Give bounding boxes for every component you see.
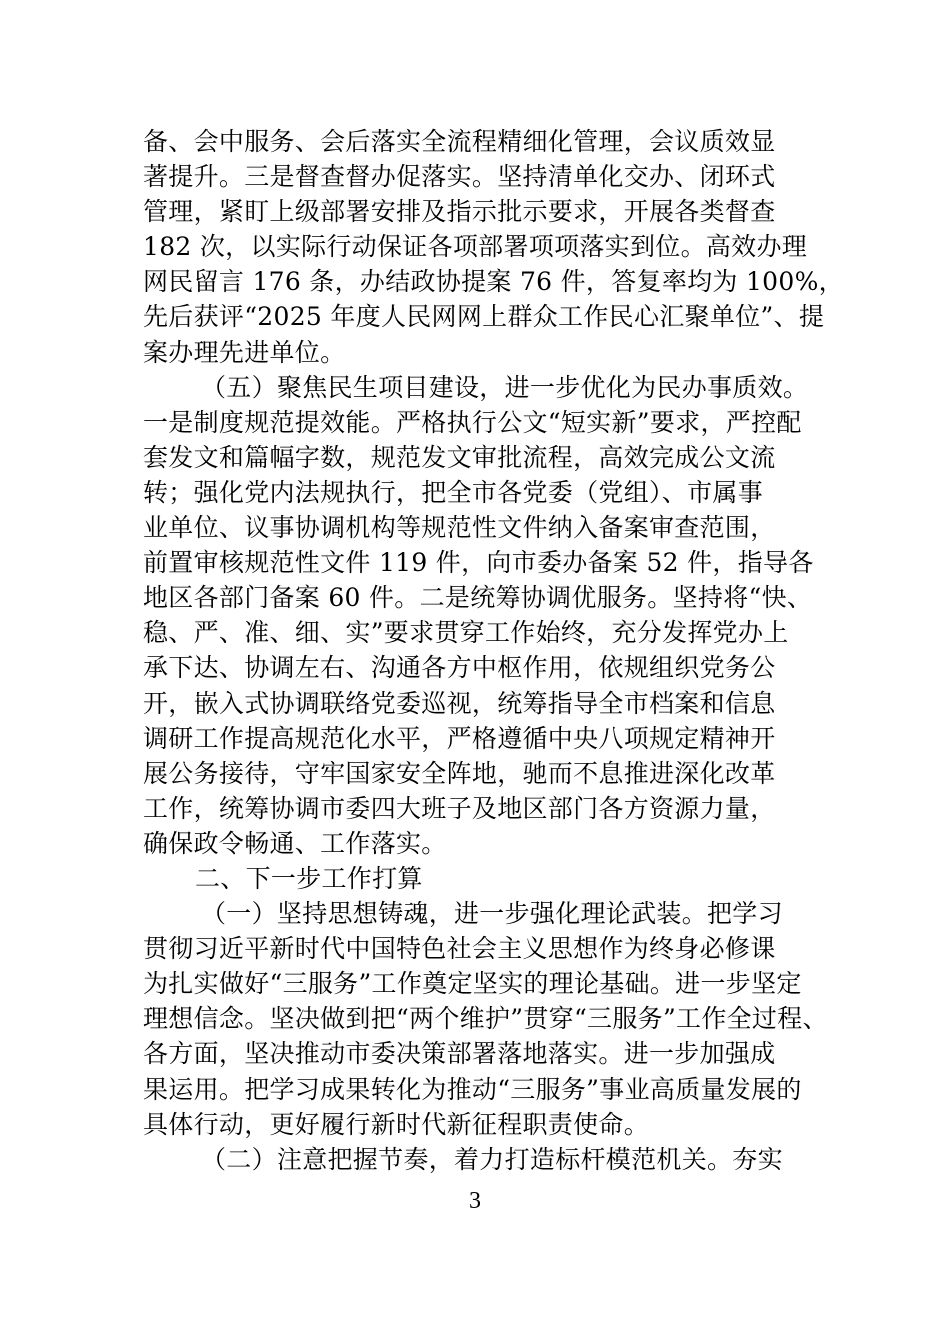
- text-line: 备、会中服务、会后落实全流程精细化管理，会议质效显: [143, 127, 776, 156]
- text-line: 确保政令畅通、工作落实。: [143, 828, 447, 858]
- text-line: 著提升。三是督查督办促落实。坚持清单化交办、闭环式: [143, 162, 776, 192]
- text-line: 先后获评“2025 年度人民网网上群众工作民心汇聚单位”、提: [143, 302, 825, 332]
- text-line: 果运用。把学习成果转化为推动“三服务”事业高质量发展的: [143, 1074, 802, 1104]
- body-text: [143, 124, 844, 1177]
- text-line: 前置审核规范性文件 119 件，向市委办备案 52 件，指导各: [143, 548, 814, 578]
- text-line: 套发文和篇幅字数，规范发文审批流程，高效完成公文流: [143, 442, 776, 472]
- section-heading-one: （一）坚持思想铸魂，进一步强化理论武装。把学习: [201, 899, 783, 929]
- text-line: 稳、严、准、细、实”要求贯穿工作始终，充分发挥党办上: [143, 618, 789, 648]
- text-line: 调研工作提高规范化水平，严格遵循中央八项规定精神开: [143, 723, 776, 753]
- text-line: 各方面，坚决推动市委决策部署落地落实。进一步加强成: [143, 1039, 776, 1069]
- text-line: 承下达、协调左右、沟通各方中枢作用，依规组织党务公: [143, 653, 776, 683]
- text-line: 工作，统筹协调市委四大班子及地区部门各方资源力量，: [143, 793, 776, 823]
- text-line: 管理，紧盯上级部署安排及指示批示要求，开展各类督查: [143, 197, 776, 227]
- text-line: 理想信念。坚决做到把“两个维护”贯穿“三服务”工作全过程、: [143, 1004, 828, 1034]
- text-line: 地区各部门备案 60 件。二是统筹协调优服务。坚持将“快、: [143, 583, 813, 613]
- section-heading-two: （二）注意把握节奏，着力打造标杆模范机关。夯实: [201, 1144, 783, 1174]
- text-line: 展公务接待，守牢国家安全阵地，驰而不息推进深化改革: [143, 758, 776, 788]
- text-line: 具体行动，更好履行新时代新征程职责使命。: [143, 1109, 650, 1139]
- text-line: 业单位、议事协调机构等规范性文件纳入备案审查范围，: [143, 513, 776, 543]
- page-number: 3: [469, 1188, 481, 1214]
- text-line: 为扎实做好“三服务”工作奠定坚实的理论基础。进一步坚定: [143, 969, 802, 999]
- text-line: 转；强化党内法规执行，把全市各党委（党组）、市属事: [143, 477, 764, 507]
- text-line: 开，嵌入式协调联络党委巡视，统筹指导全市档案和信息: [143, 688, 776, 718]
- text-line: 网民留言 176 条，办结政协提案 76 件，答复率均为 100%，: [143, 267, 844, 297]
- text-line: 182 次，以实际行动保证各项部署项项落实到位。高效办理: [143, 232, 808, 262]
- text-line: 案办理先进单位。: [143, 337, 346, 367]
- text-line: 贯彻习近平新时代中国特色社会主义思想作为终身必修课: [143, 934, 776, 964]
- text-line: 一是制度规范提效能。严格执行公文“短实新”要求，严控配: [143, 407, 802, 437]
- chapter-heading-two: 二、下一步工作打算: [195, 863, 423, 893]
- section-heading-five: （五）聚焦民生项目建设，进一步优化为民办事质效。: [201, 372, 809, 402]
